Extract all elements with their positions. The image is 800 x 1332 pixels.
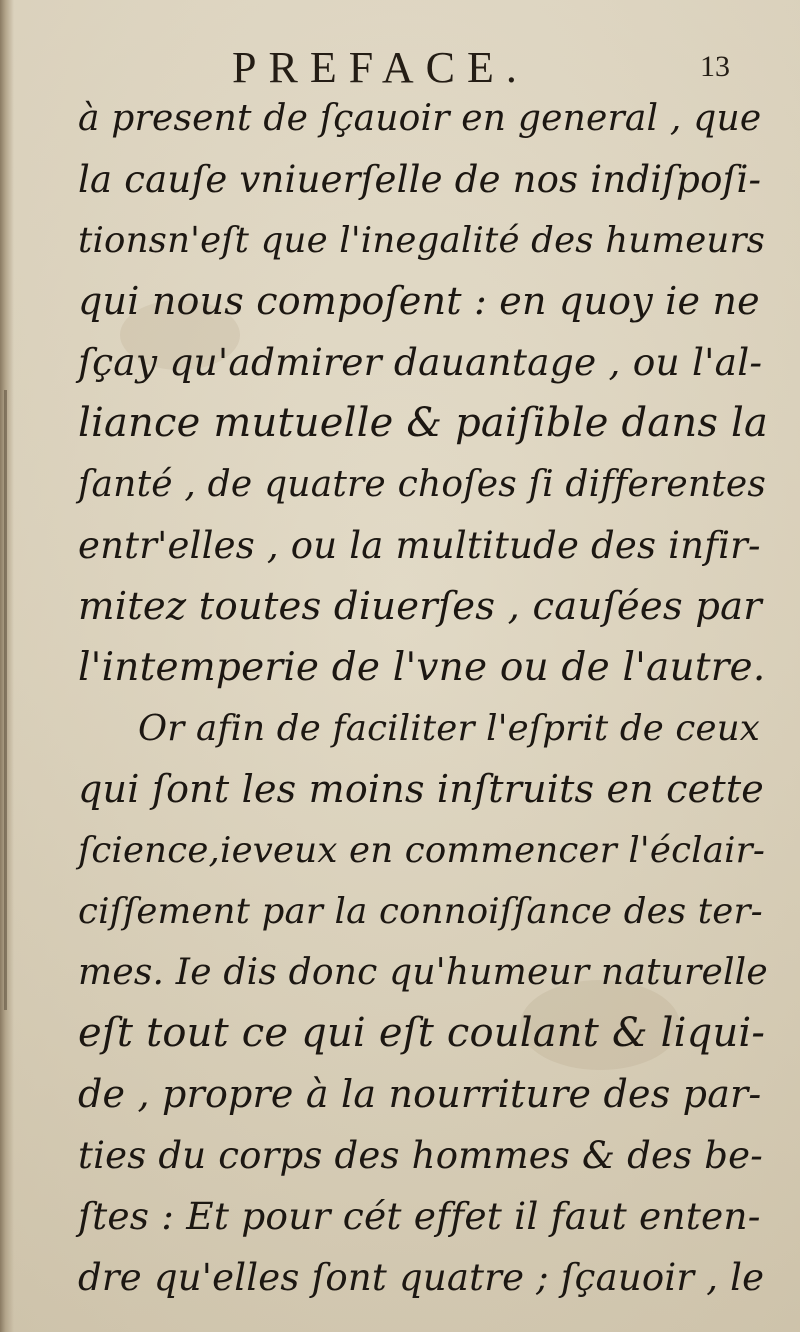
text-line: ſtes : Et pour cét effet il faut enten- — [78, 1194, 761, 1238]
margin-rule — [4, 390, 7, 1010]
text-line: entr'elles , ou la multitude des infir- — [78, 524, 761, 567]
body-text — [78, 88, 768, 1308]
text-line: dre qu'elles ſont quatre ; ſçauoir , le — [78, 1256, 765, 1299]
text-line: ſanté , de quatre choſes ſi differentes — [78, 464, 767, 505]
text-line: l'intemperie de l'vne ou de l'autre. — [78, 645, 766, 690]
text-line: ſçay qu'admirer dauantage , ou l'al- — [78, 340, 763, 384]
text-line: liance mutuelle & paiſible dans la — [78, 400, 769, 446]
text-line: qui nous compoſent : en quoy ie ne — [78, 279, 760, 323]
text-line: tionsn'eſt que l'inegalité des humeurs — [78, 220, 766, 261]
text-line: ties du corps des hommes & des be- — [78, 1134, 763, 1177]
running-title: PREFACE. — [232, 43, 529, 92]
text-line: la cauſe vniuerſelle de nos indiſpoſi- — [78, 158, 762, 201]
page-header — [0, 36, 800, 96]
text-line: mitez toutes diuerſes , cauſées par — [78, 584, 762, 629]
text-line: à present de ſçauoir en general , que — [78, 98, 762, 139]
text-line: de , propre à la nourriture des par- — [78, 1072, 762, 1116]
page-binding-edge — [0, 0, 14, 1332]
text-line: eſt tout ce qui eſt coulant & liqui- — [78, 1010, 766, 1056]
text-line: ciſſement par la connoiſſance des ter- — [78, 891, 763, 932]
paragraph-start-line: Or afin de faciliter l'eſprit de ceux — [138, 708, 761, 749]
page-number: 13 — [700, 50, 730, 83]
text-line: ſcience,ieveux en commencer l'éclair- — [78, 830, 766, 871]
text-line: qui ſont les moins inſtruits en cette — [78, 767, 764, 811]
text-line: mes. Ie dis donc qu'humeur naturelle — [78, 952, 768, 993]
